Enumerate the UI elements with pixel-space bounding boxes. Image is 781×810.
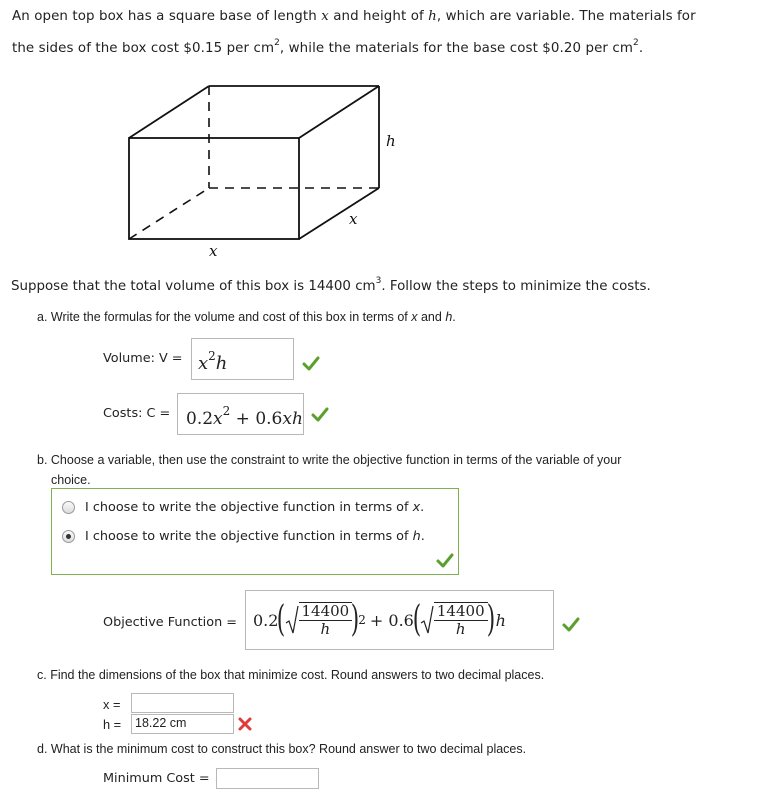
box-diagram (120, 78, 396, 260)
min-cost-label: Minimum Cost = (103, 771, 210, 786)
objective-answer-input[interactable]: 0.2 ( $\frac{14400}{h}$ ) 2 + 0.6 ( $\frac{14400}{h}$ ) h (245, 590, 554, 650)
part-c-prompt: c. Find the dimensions of the box that minimize cost. Round answers to two decimal places. (37, 668, 545, 682)
x-answer-input[interactable] (131, 693, 234, 713)
h-incorrect-icon (238, 717, 252, 731)
problem-intro: An open top box has a square base of length x and height of h, which are variable. The materials for the sides of the box cost $0.15 per $cm^2$, while the materials for the base cost $0.20 per $cm^2$. (12, 9, 696, 56)
volume-statement: Suppose that the total volume of this box is 14400 $cm^3$. Follow the steps to minimize the costs. (11, 276, 651, 294)
choice-correct-icon (436, 553, 454, 569)
h-answer-input[interactable]: 18.22 cm (131, 714, 234, 734)
radio-h[interactable] (62, 530, 75, 543)
variable-choice-group (51, 488, 459, 575)
cost-answer-input[interactable]: $0.2x^2 + 0.6xh$ (177, 393, 304, 435)
volume-answer-input[interactable]: $x^2h$ (191, 338, 294, 380)
objective-correct-icon (562, 617, 580, 633)
volume-label: Volume: V = (103, 351, 183, 366)
radio-x[interactable] (62, 501, 75, 514)
part-d-prompt: d. What is the minimum cost to construct this box? Round answer to two decimal places. (37, 742, 527, 756)
cost-correct-icon (311, 407, 329, 423)
label-x-side: x (349, 210, 358, 228)
label-x-bottom: x (209, 242, 218, 260)
option-h[interactable]: I choose to write the objective function in terms of h. (62, 526, 425, 546)
volume-correct-icon (302, 356, 320, 372)
option-x[interactable]: I choose to write the objective function in terms of x. (62, 497, 424, 517)
label-h: h (386, 132, 396, 150)
x-label: x = (103, 697, 121, 712)
objective-label: Objective Function = (103, 615, 237, 630)
h-label: h = (103, 717, 122, 732)
cost-label: Costs: C = (103, 406, 171, 421)
part-b-prompt: b. Choose a variable, then use the constraint to write the objective function in terms of the variable of your choice. (37, 453, 622, 487)
part-a-prompt: a. Write the formulas for the volume and cost of this box in terms of x and h. (37, 310, 456, 324)
min-cost-input[interactable] (216, 768, 319, 789)
